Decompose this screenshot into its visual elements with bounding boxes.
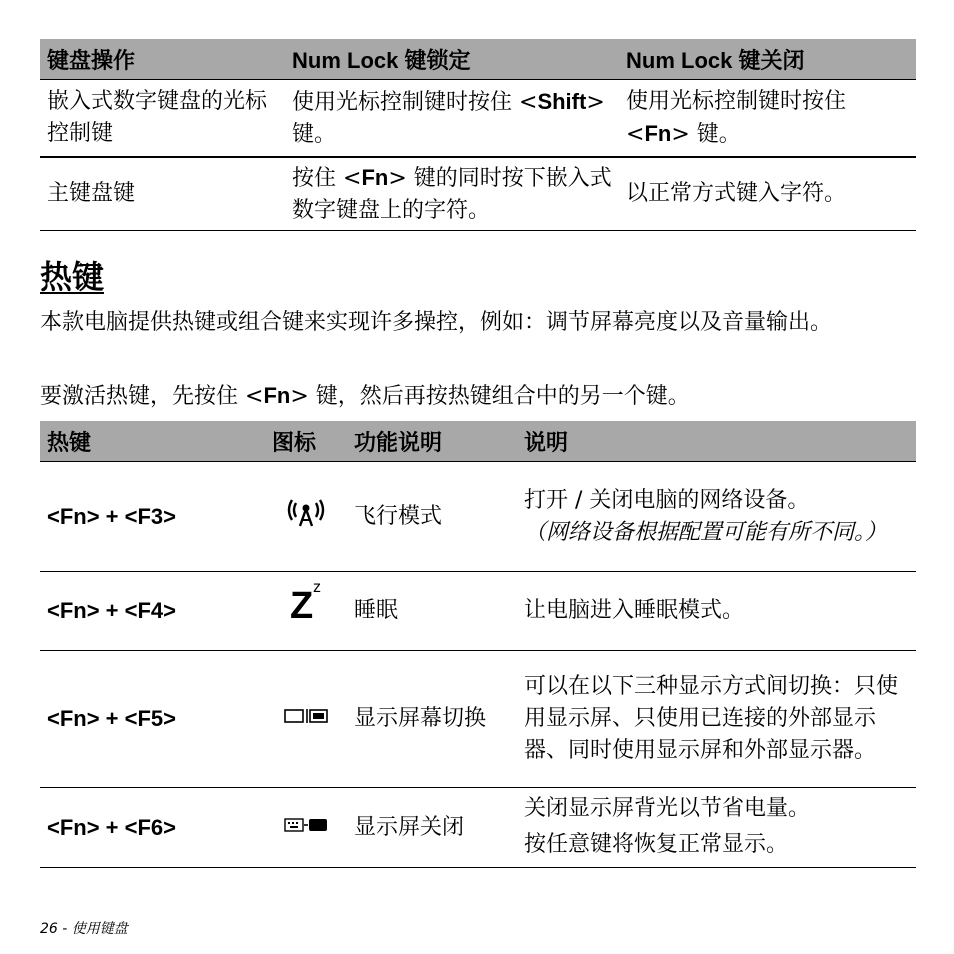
page-footer: 26 - 使用键盘 (40, 921, 128, 937)
sleep-icon: Z z (290, 579, 321, 627)
function-cell: 睡眠 (347, 572, 517, 651)
header-function: 功能说明 (347, 421, 517, 462)
display-toggle-icon (283, 706, 329, 731)
hotkey-table (40, 421, 916, 868)
header-icon: 图标 (265, 421, 347, 462)
table-row (40, 157, 916, 231)
cell-numlock-off: 使用光标控制键时按住 <Fn> 键。 (619, 80, 916, 158)
header-numlock-off: Num Lock 键关闭 (619, 39, 916, 80)
header-description: 说明 (517, 421, 916, 462)
wireless-icon (283, 510, 329, 535)
table-row (40, 651, 916, 788)
hotkey-cell: <Fn> + <F5> (40, 651, 265, 788)
table-row (40, 80, 916, 158)
description-cell: 打开 / 关闭电脑的网络设备。 （网络设备根据配置可能有所不同。） (517, 462, 916, 572)
table-row (40, 462, 916, 572)
intro-paragraph: 本款电脑提供热键或组合键来实现许多操控，例如：调节屏幕亮度以及音量输出。 (40, 310, 833, 335)
section-title: 热键 (40, 258, 105, 296)
activate-paragraph: 要激活热键，先按住 <Fn> 键，然后再按热键组合中的另一个键。 (40, 383, 690, 409)
cell-operation: 主键盘键 (40, 157, 285, 231)
cell-numlock-off: 以正常方式键入字符。 (619, 157, 916, 231)
function-cell: 显示屏关闭 (347, 788, 517, 868)
cell-numlock-on: 按住 <Fn> 键的同时按下嵌入式数字键盘上的字符。 (285, 157, 619, 231)
header-key-operation: 键盘操作 (40, 39, 285, 80)
description-cell: 可以在以下三种显示方式间切换：只使用显示屏、只使用已连接的外部显示器、同时使用显示屏和外部显示器。 (517, 651, 916, 788)
display-off-icon (283, 815, 329, 840)
table-row (40, 572, 916, 651)
hotkey-cell: <Fn> + <F3> (40, 462, 265, 572)
header-hotkey: 热键 (40, 421, 265, 462)
description-cell: 关闭显示屏背光以节省电量。 按任意键将恢复正常显示。 (517, 788, 916, 868)
description-cell: 让电脑进入睡眠模式。 (517, 572, 916, 651)
function-cell: 飞行模式 (347, 462, 517, 572)
hotkey-cell: <Fn> + <F6> (40, 788, 265, 868)
table-row (40, 788, 916, 868)
function-cell: 显示屏幕切换 (347, 651, 517, 788)
header-numlock-on: Num Lock 键锁定 (285, 39, 619, 80)
cell-operation: 嵌入式数字键盘的光标控制键 (40, 80, 285, 158)
num-lock-table (40, 39, 916, 231)
cell-numlock-on: 使用光标控制键时按住 <Shift> 键。 (285, 80, 619, 158)
hotkey-cell: <Fn> + <F4> (40, 572, 265, 651)
